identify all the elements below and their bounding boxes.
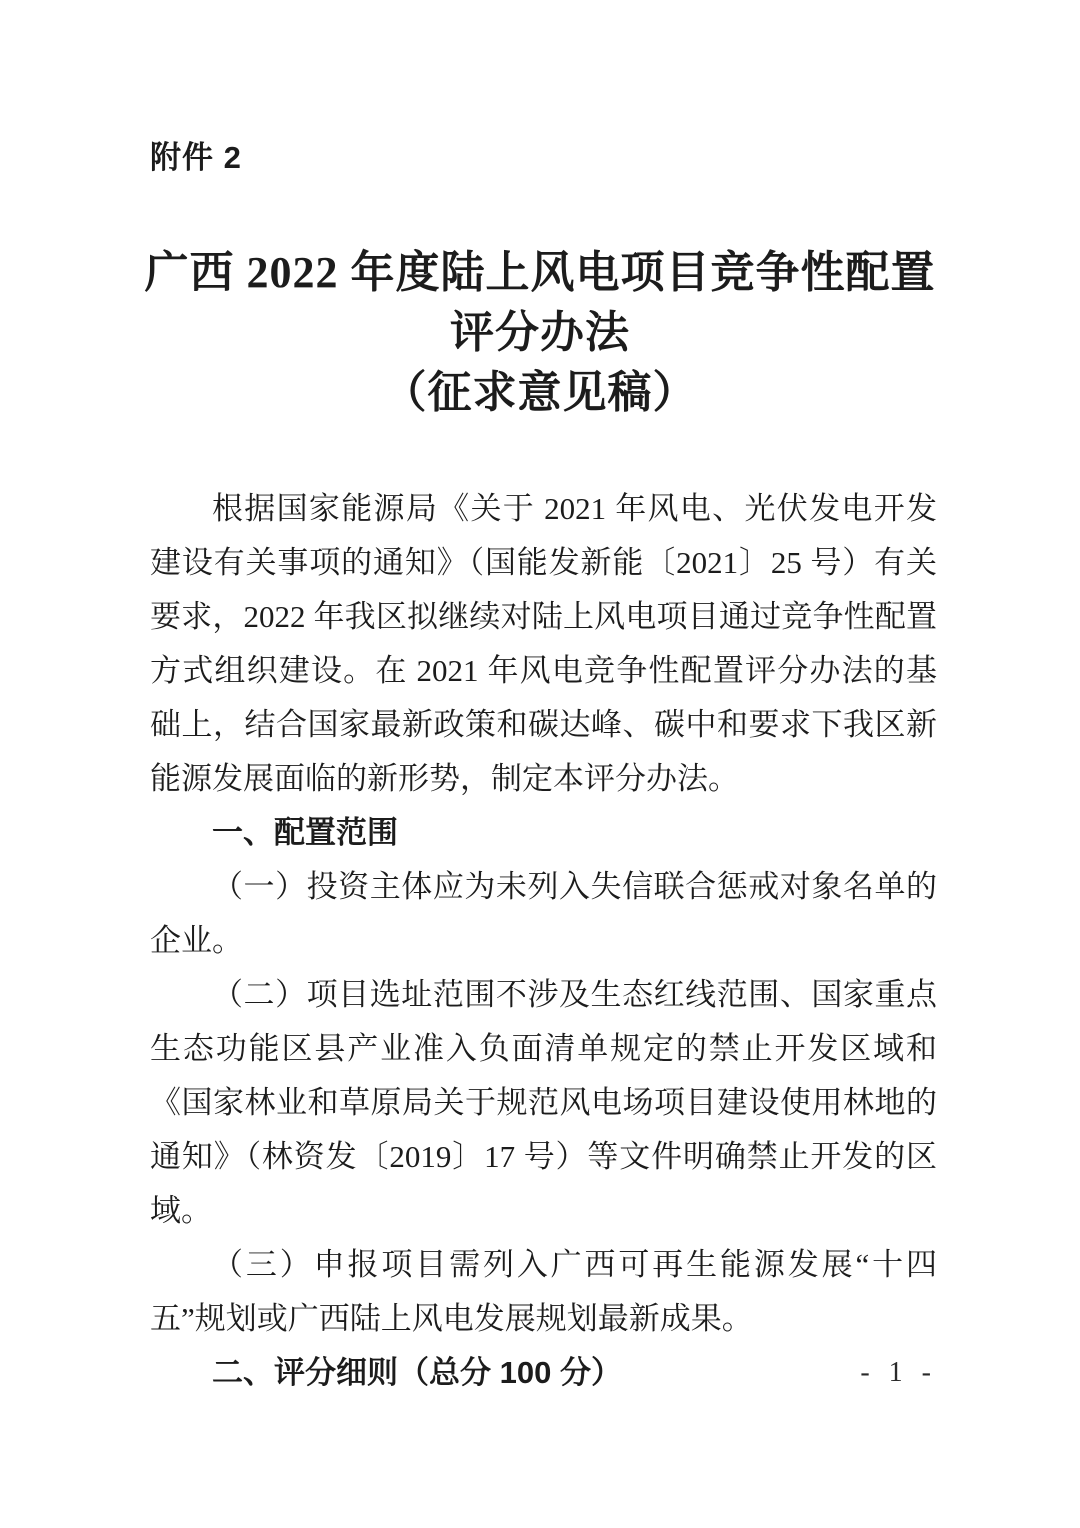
section-heading-allocation-scope: 一、配置范围: [212, 815, 398, 850]
document-body: [150, 482, 937, 1400]
paragraph-item-1: （一）投资主体应为未列入失信联合惩戒对象名单的企业。: [150, 869, 937, 958]
page-number: - 1 -: [860, 1357, 937, 1388]
paragraph-intro: 根据国家能源局《关于 2021 年风电、光伏发电开发建设有关事项的通知》（国能发新能〔2021〕25 号）有关要求，2022 年我区拟继续对陆上风电项目通过竞争性配置方式组织建设。在 2021 年风电竞争性配置评分办法的基础上，结合国家最新政策和碳达峰、碳中和要求下我区新能源发展面临的新形势，制定本评分办法。: [150, 491, 937, 796]
document-title: [0, 243, 1080, 423]
paragraph-item-2: （二）项目选址范围不涉及生态红线范围、国家重点生态功能区县产业准入负面清单规定的禁止开发区域和《国家林业和草原局关于规范风电场项目建设使用林地的通知》（林资发〔2019〕17 号）等文件明确禁止开发的区域。: [150, 977, 937, 1228]
title-line-1: 广西 2022 年度陆上风电项目竞争性配置: [144, 248, 936, 297]
section-heading-scoring-rules: 二、评分细则（总分 100 分）: [212, 1355, 622, 1390]
title-line-2: 评分办法: [450, 308, 630, 357]
paragraph-item-3: （三）申报项目需列入广西可再生能源发展“十四五”规划或广西陆上风电发展规划最新成果。: [150, 1247, 937, 1336]
attachment-label: 附件 2: [150, 140, 242, 175]
title-line-3: （征求意见稿）: [382, 368, 698, 417]
